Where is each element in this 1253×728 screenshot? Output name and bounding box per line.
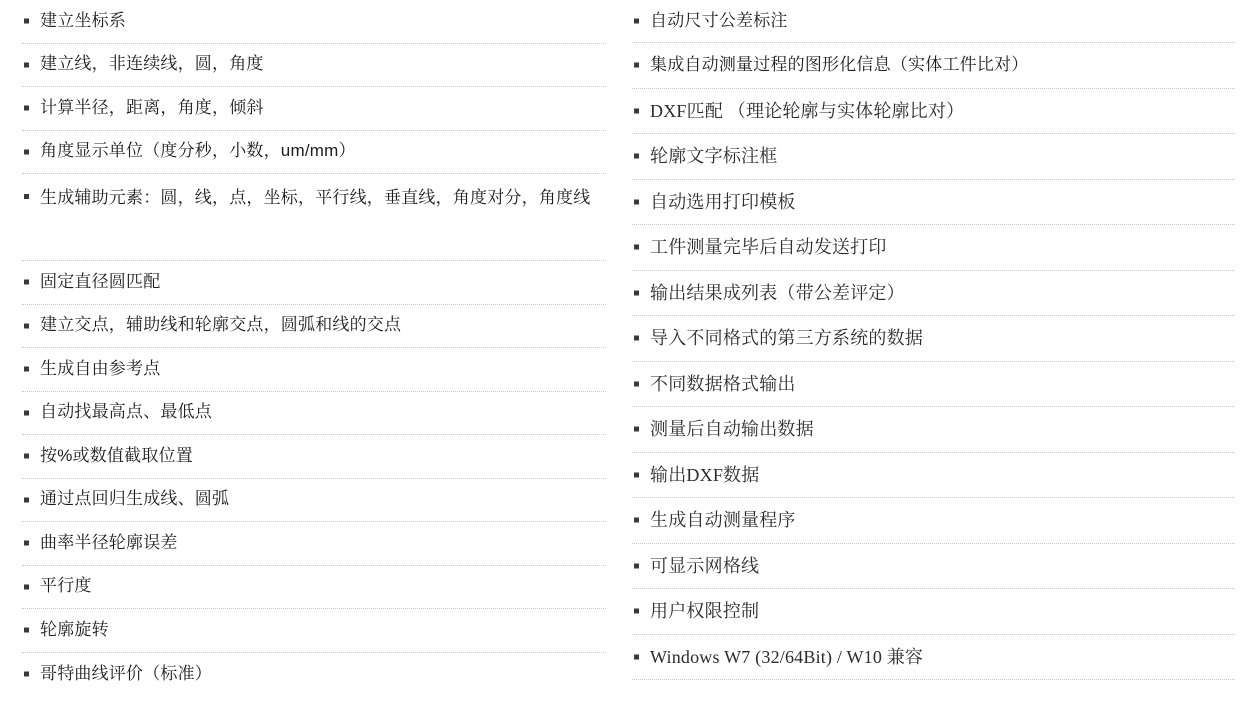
list-item-label: 输出DXF数据 [650,464,760,485]
list-item [632,134,1235,180]
list-item-label: 建立坐标系 [40,10,126,30]
list-item-label: 计算半径，距离，角度，倾斜 [40,97,264,117]
right-feature-list [632,0,1235,680]
list-item-label: 平行度 [40,576,92,596]
list-item [22,174,606,261]
list-item-label: 工件测量完毕后自动发送打印 [650,237,887,258]
list-item-label: 固定直径圆匹配 [40,271,161,291]
list-item [632,225,1235,271]
bullet-icon [24,106,29,111]
list-item-label: 轮廓文字标注框 [650,146,778,167]
list-item [632,544,1235,590]
bullet-icon [634,199,639,204]
bullet-icon [24,628,29,633]
list-item-label: 导入不同格式的第三方系统的数据 [650,328,924,349]
list-item-label: 建立交点，辅助线和轮廓交点，圆弧和线的交点 [40,315,402,335]
bullet-icon [634,381,639,386]
list-item-label: 不同数据格式输出 [650,373,796,394]
list-item-label: 测量后自动输出数据 [650,419,814,440]
list-item-label: 曲率半径轮廓误差 [40,532,178,552]
list-item [632,362,1235,408]
bullet-icon [24,584,29,589]
list-item-label: DXF匹配 （理论轮廓与实体轮廓比对） [650,100,965,121]
list-item-label: 通过点回归生成线、圆弧 [40,489,230,509]
list-item [22,44,606,88]
bullet-icon [24,149,29,154]
list-item [22,566,606,610]
list-item-label: 自动找最高点、最低点 [40,402,212,422]
list-item-label: 自动尺寸公差标注 [650,10,788,30]
bullet-icon [634,290,639,295]
list-item [632,407,1235,453]
bullet-icon [634,472,639,477]
list-item [22,609,606,653]
bullet-icon [634,245,639,250]
bullet-icon [634,154,639,159]
bullet-icon [24,541,29,546]
list-item [22,435,606,479]
list-item [22,479,606,523]
list-item [22,261,606,305]
right-column [616,0,1245,728]
list-item [22,653,606,697]
list-item-label: 角度显示单位（度分秒，小数，um/mm） [40,141,356,161]
bullet-icon [634,427,639,432]
bullet-icon [634,19,639,24]
list-item-label: 输出结果成列表（带公差评定） [650,282,905,303]
list-item-label: 建立线，非连续线，圆，角度 [40,54,264,74]
bullet-icon [634,609,639,614]
bullet-icon [24,367,29,372]
list-item [632,635,1235,681]
list-item [22,305,606,349]
list-item [632,43,1235,89]
list-item [22,522,606,566]
list-item-label: 轮廓旋转 [40,619,109,639]
list-item [632,0,1235,43]
list-item [22,131,606,175]
bullet-icon [24,454,29,459]
bullet-icon [634,563,639,568]
list-item-label: 生成自动测量程序 [650,510,796,531]
list-item-label: 生成辅助元素：圆，线，点，坐标，平行线，垂直线，角度对分，角度线 [40,188,591,207]
bullet-icon [24,62,29,67]
list-item-label: 按%或数值截取位置 [40,445,193,465]
list-item [22,0,606,44]
bullet-icon [634,108,639,113]
bullet-icon [634,654,639,659]
list-item [632,589,1235,635]
bullet-icon [634,518,639,523]
list-item-label: 可显示网格线 [650,555,760,576]
bullet-icon [24,280,29,285]
list-item [632,180,1235,226]
list-item-label: 自动选用打印模板 [650,191,796,212]
list-item [632,271,1235,317]
left-feature-list [22,0,606,696]
bullet-icon [24,323,29,328]
list-item [22,348,606,392]
bullet-icon [24,410,29,415]
list-item [632,89,1235,135]
bullet-icon [24,194,29,199]
list-item [632,498,1235,544]
left-column [8,0,616,728]
list-item-label: 哥特曲线评价（标准） [40,663,212,683]
list-item [22,87,606,131]
bullet-icon [24,19,29,24]
bullet-icon [24,497,29,502]
list-item-label: 用户权限控制 [650,601,760,622]
list-item [632,316,1235,362]
list-item-label: Windows W7 (32/64Bit) / W10 兼容 [650,646,924,667]
bullet-icon [634,336,639,341]
list-item-label: 生成自由参考点 [40,358,161,378]
list-item-label: 集成自动测量过程的图形化信息（实体工件比对） [650,54,1029,74]
list-item [22,392,606,436]
bullet-icon [634,63,639,68]
bullet-icon [24,672,29,677]
list-item [632,453,1235,499]
